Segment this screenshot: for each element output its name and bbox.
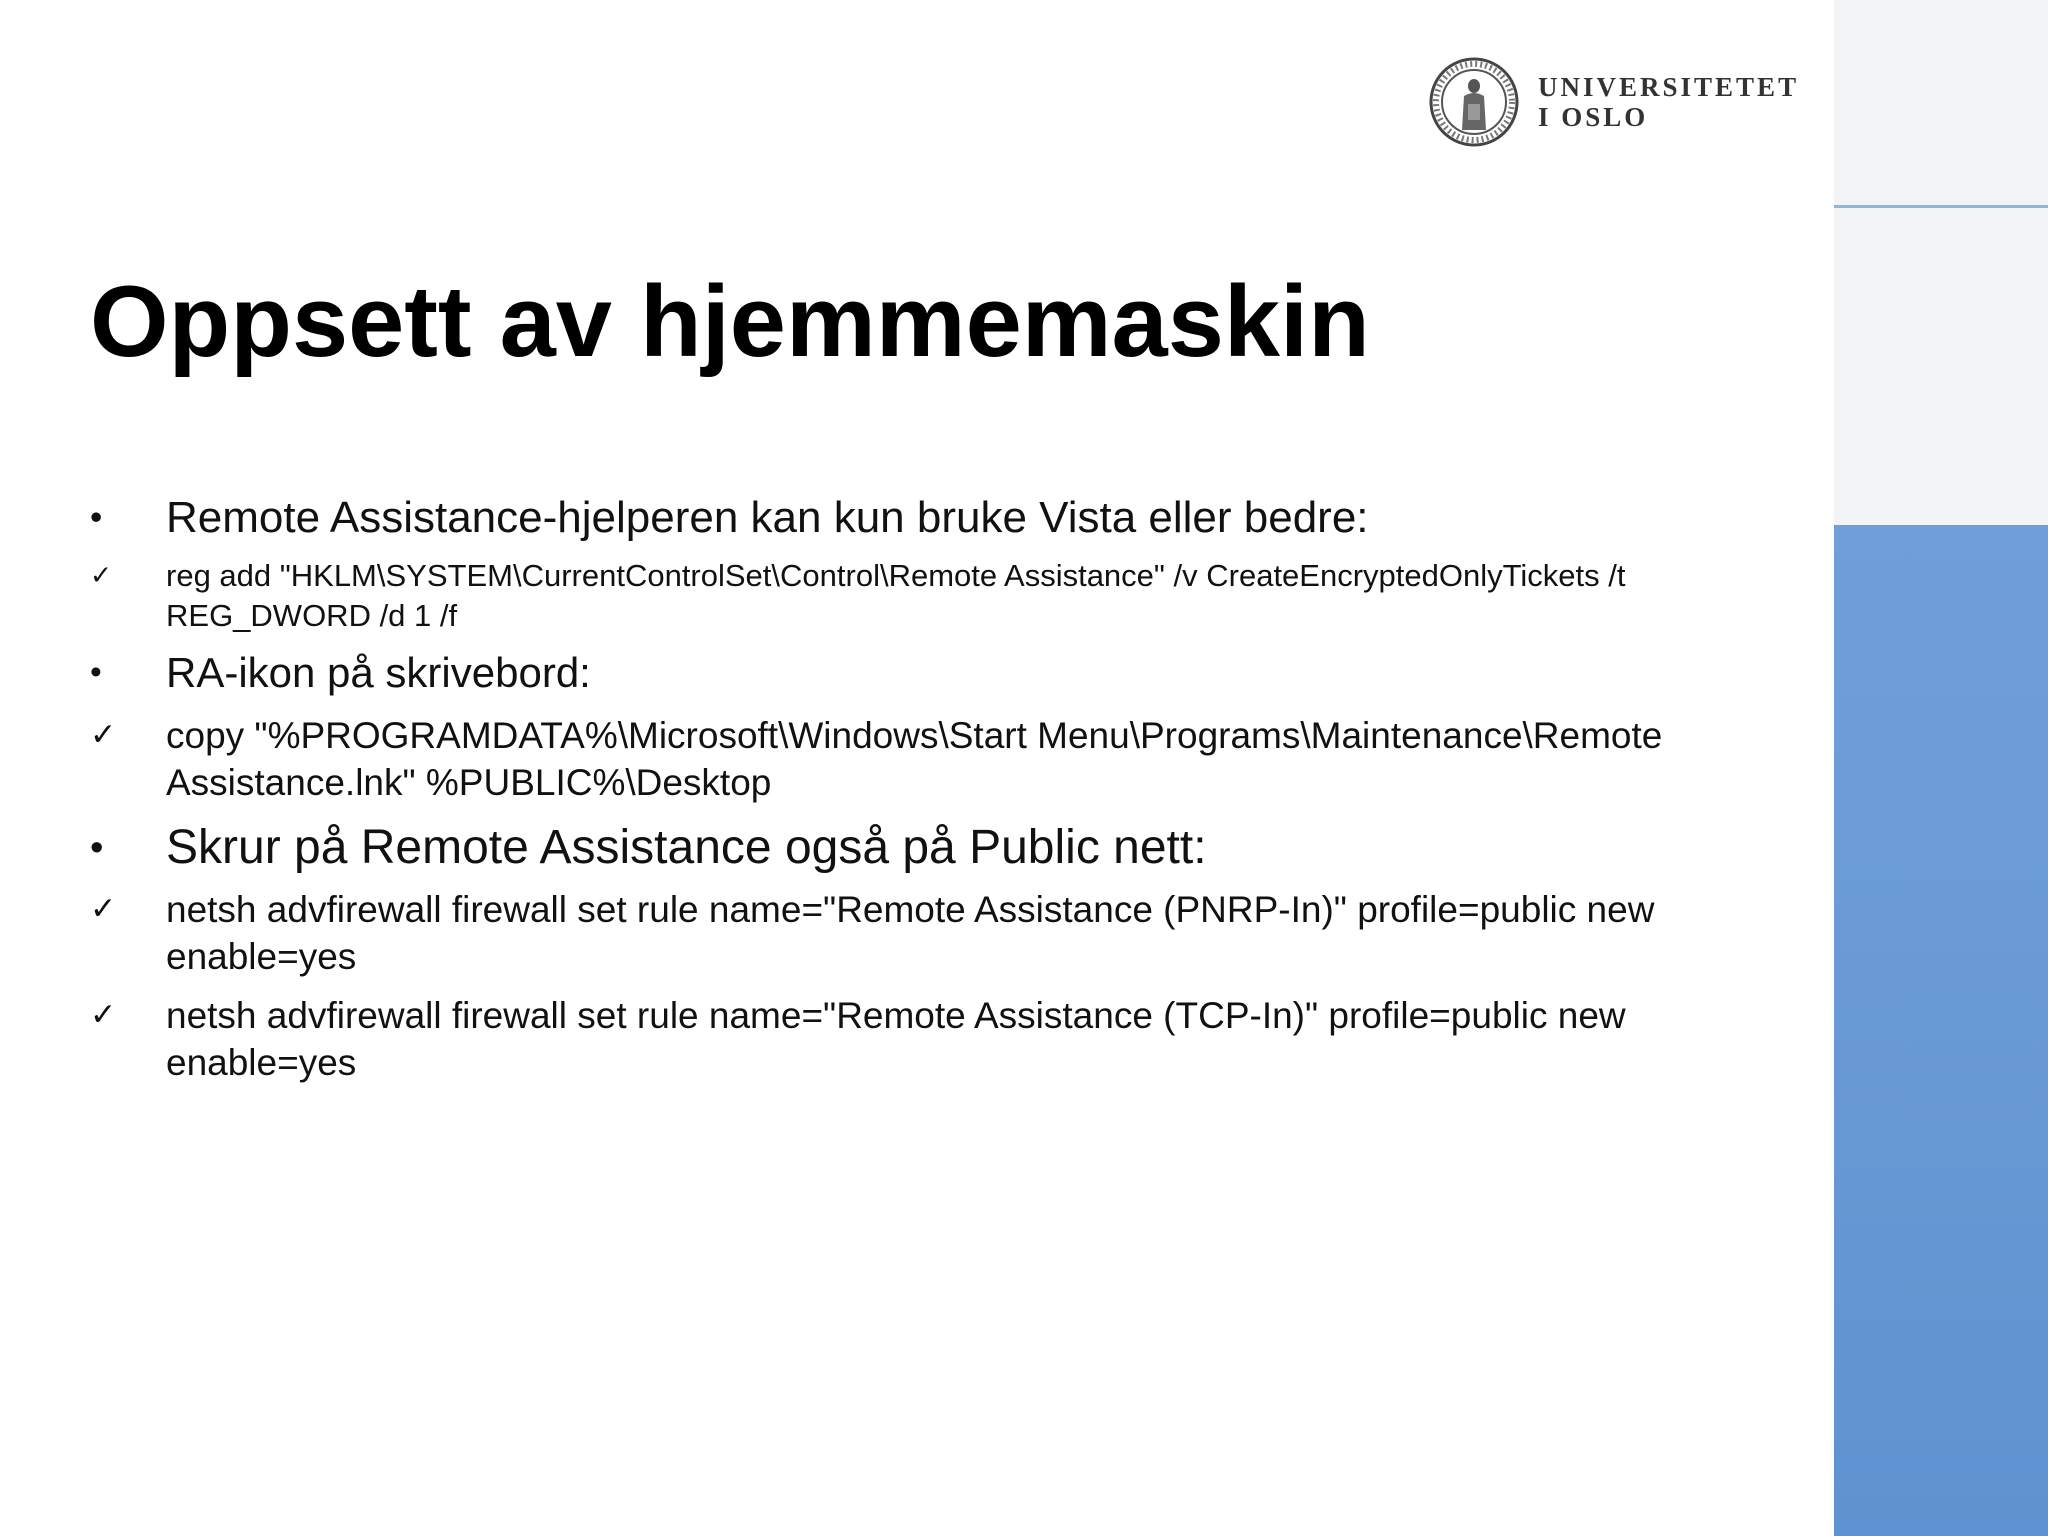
list-item [90,556,1790,636]
list-item-text: netsh advfirewall firewall set rule name="Remote Assistance (PNRP-In)" profile=public new enable=yes [166,889,1655,977]
side-band-bottom [1834,525,2048,1536]
bullet-icon: • [90,498,103,537]
list-item [90,646,1790,700]
side-band-divider [1834,205,2048,208]
checkmark-icon: ✓ [90,561,113,591]
university-name-line2: I OSLO [1538,102,1649,132]
side-band-top [1834,0,2048,525]
list-item [90,992,1790,1086]
list-item-text: reg add "HKLM\SYSTEM\CurrentControlSet\Control\Remote Assistance" /v CreateEncryptedOnlyTickets /t REG_DWORD /d 1 /f [166,558,1626,633]
list-item [90,712,1790,806]
list-item [90,886,1790,980]
checkmark-icon: ✓ [90,997,117,1033]
university-name-line1: UNIVERSITETET [1538,72,1800,102]
university-name [1538,72,1799,132]
bullet-icon: • [90,654,102,691]
content-list [90,488,1790,1098]
university-logo [1428,56,1799,148]
list-item [90,488,1790,548]
list-item-text: Skrur på Remote Assistance også på Public nett: [166,821,1207,874]
checkmark-icon: ✓ [90,891,117,927]
list-item-text: Remote Assistance-hjelperen kan kun bruke Vista eller bedre: [166,493,1369,542]
list-item-text: RA-ikon på skrivebord: [166,649,591,696]
bullet-icon: • [90,826,104,869]
list-item-text: netsh advfirewall firewall set rule name="Remote Assistance (TCP-In)" profile=public new enable=yes [166,995,1626,1083]
university-seal-icon [1428,56,1520,148]
page-title: Oppsett av hjemmemaskin [90,266,1370,378]
list-item-text: copy "%PROGRAMDATA%\Microsoft\Windows\Start Menu\Programs\Maintenance\Remote Assistance.lnk" %PUBLIC%\Desktop [166,715,1663,803]
decorative-side-band [1834,0,2048,1536]
list-item [90,818,1790,878]
checkmark-icon: ✓ [90,717,117,753]
